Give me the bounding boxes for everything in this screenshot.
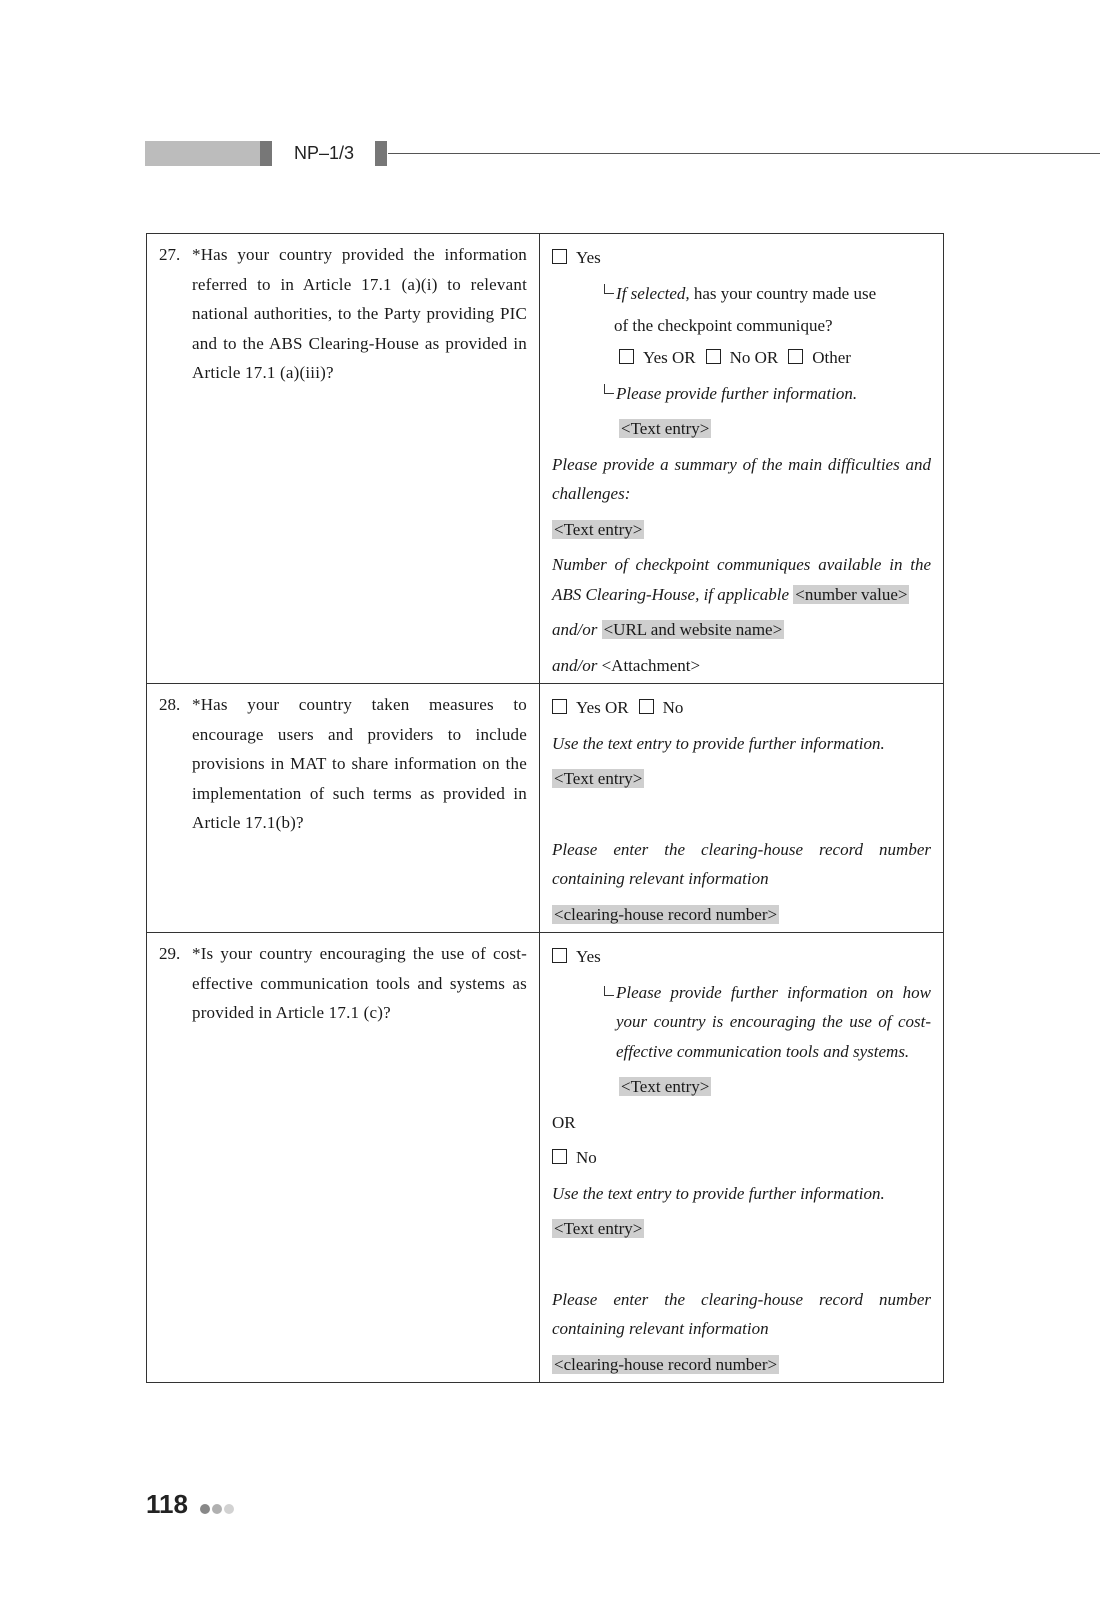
- questionnaire-table: [146, 233, 944, 1383]
- answer-cell-27: [540, 234, 944, 684]
- text-entry-field[interactable]: <Text entry>: [554, 769, 643, 788]
- header-rule: [388, 153, 1100, 154]
- use-text-prompt: Use the text entry to provide further information.: [552, 1183, 885, 1203]
- number-value-field[interactable]: <number value>: [795, 584, 908, 604]
- sub-arrow-icon: [604, 284, 614, 294]
- header-bar: [145, 141, 260, 166]
- document-code: NP–1/3: [294, 143, 355, 163]
- no-checkbox[interactable]: [552, 1149, 567, 1164]
- question-cell-28: [147, 684, 540, 933]
- no-label: No: [576, 1148, 597, 1167]
- sub-arrow-icon: [604, 986, 614, 996]
- if-selected-label: If selected,: [616, 283, 690, 303]
- header-bar-accent: [260, 141, 272, 166]
- question-number: 27.: [159, 245, 181, 264]
- question-text: *Has your country taken measures to encourage users and providers to include provisions in MAT to share information on the implementation of such terms as provided in Article 17.1(b)?: [192, 695, 527, 832]
- sub-question-line2: of the checkpoint communique?: [614, 316, 833, 335]
- yes-checkbox[interactable]: [552, 249, 567, 264]
- no-label: No: [662, 698, 684, 717]
- yes-label: Yes: [576, 248, 601, 267]
- question-row-28: [147, 684, 944, 933]
- further-info-prompt: Please provide further information.: [616, 383, 858, 403]
- yes-checkbox[interactable]: [552, 948, 567, 963]
- yes-further-info-prompt: Please provide further information on how your country is encouraging the use of cost-effective communication tools and systems.: [616, 982, 931, 1061]
- yes-checkbox[interactable]: [552, 699, 567, 714]
- question-number: 29.: [159, 944, 181, 963]
- no-or-label: No OR: [729, 348, 779, 367]
- text-entry-field[interactable]: <Text entry>: [554, 1219, 643, 1238]
- other-checkbox[interactable]: [788, 349, 803, 364]
- andor-label: and/or: [552, 655, 598, 675]
- record-number-prompt: Please enter the clearing-house record number containing relevant information: [552, 1289, 931, 1338]
- question-cell-29: [147, 933, 540, 1383]
- use-text-prompt: Use the text entry to provide further information.: [552, 733, 885, 753]
- sub-question-line1: has your country made use: [693, 283, 877, 303]
- number-prompt: Number of checkpoint communiques available in the ABS Clearing-House, if applicable: [552, 555, 931, 604]
- question-cell-27: [147, 234, 540, 684]
- header-marker: [375, 141, 387, 166]
- no-checkbox[interactable]: [639, 699, 654, 714]
- yes-or-label: Yes OR: [576, 698, 629, 717]
- record-number-field[interactable]: <clearing-house record number>: [554, 1354, 778, 1374]
- question-text: *Has your country provided the information referred to in Article 17.1 (a)(i) to relevant national authorities, to the Party providing PIC and to the ABS Clearing-House as provided in Article 17.1 (a)(iii)?: [192, 245, 527, 382]
- question-row-27: [147, 234, 944, 684]
- page-dots: [200, 1501, 236, 1519]
- summary-prompt: Please provide a summary of the main difficulties and challenges:: [552, 454, 931, 503]
- url-entry-field[interactable]: <URL and website name>: [603, 620, 783, 639]
- page-number: 118: [146, 1489, 188, 1519]
- text-entry-field[interactable]: <Text entry>: [621, 419, 710, 438]
- sub-arrow-icon: [604, 384, 614, 394]
- question-text: *Is your country encouraging the use of cost-effective communication tools and systems as provided in Article 17.1 (c)?: [192, 944, 527, 1022]
- text-entry-field[interactable]: <Text entry>: [554, 519, 643, 539]
- yes-or-label: Yes OR: [643, 348, 696, 367]
- answer-cell-28: [540, 684, 944, 933]
- record-number-field[interactable]: <clearing-house record number>: [554, 904, 778, 924]
- other-label: Other: [812, 348, 851, 367]
- dot-icon: [224, 1504, 234, 1514]
- dot-icon: [212, 1504, 222, 1514]
- attachment-field[interactable]: <Attachment>: [601, 655, 701, 675]
- text-entry-field[interactable]: <Text entry>: [621, 1077, 710, 1096]
- yes-checkbox[interactable]: [619, 349, 634, 364]
- or-label: OR: [552, 1112, 576, 1132]
- yes-label: Yes: [576, 947, 601, 966]
- question-number: 28.: [159, 695, 181, 714]
- record-number-prompt: Please enter the clearing-house record number containing relevant information: [552, 839, 931, 888]
- answer-cell-29: [540, 933, 944, 1383]
- question-row-29: [147, 933, 944, 1383]
- andor-label: and/or: [552, 620, 598, 639]
- no-checkbox[interactable]: [706, 349, 721, 364]
- dot-icon: [200, 1504, 210, 1514]
